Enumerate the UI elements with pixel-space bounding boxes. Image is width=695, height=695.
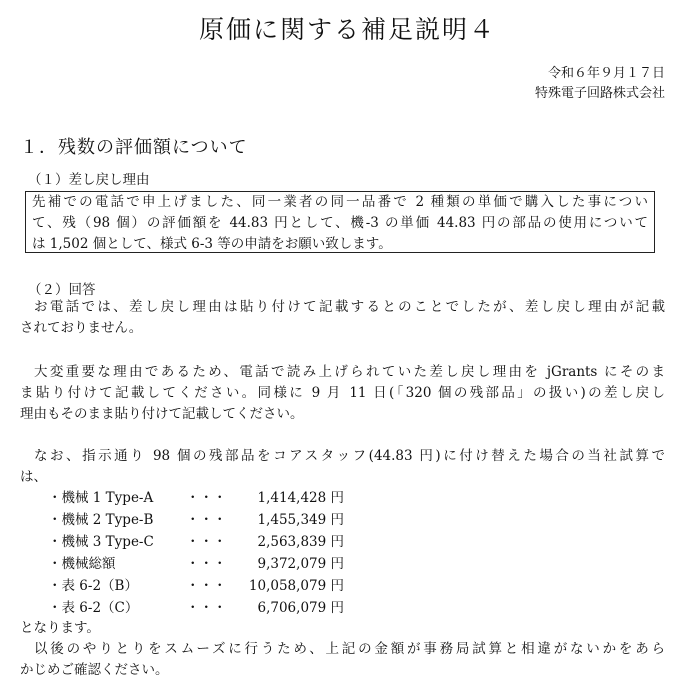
answer-paragraph-4 <box>20 639 665 681</box>
subheading-answer: （２）回答 <box>28 282 96 298</box>
document-date: 令和６年９月１７日 <box>547 66 665 81</box>
reason-line: て、残（98 個）の評価額を 44.83 円として、機-3 の単価 44.83 円の部品の使用について <box>32 215 648 231</box>
estimate-amount: 10,058,079 円 <box>248 578 344 594</box>
estimate-dots: ・・・ <box>186 578 227 594</box>
estimate-amount: 2,563,839 円 <box>257 534 344 550</box>
estimate-item <box>48 509 344 531</box>
estimate-amount: 6,706,079 円 <box>257 600 344 616</box>
estimate-label: ・機械 2 Type-B <box>48 512 154 528</box>
closing-text <box>20 618 665 639</box>
estimate-label: ・機械総額 <box>48 556 116 572</box>
estimate-item <box>48 487 344 509</box>
estimate-list <box>48 487 344 619</box>
estimate-dots: ・・・ <box>186 512 227 528</box>
estimate-dots: ・・・ <box>186 490 227 506</box>
answer-paragraph-3 <box>20 446 665 488</box>
estimate-item <box>48 531 344 553</box>
estimate-dots: ・・・ <box>186 534 227 550</box>
estimate-dots: ・・・ <box>186 600 227 616</box>
paragraph-line: は、 <box>20 469 47 485</box>
answer-paragraph-1 <box>20 297 665 339</box>
document-title: 原価に関する補足説明４ <box>198 15 496 44</box>
paragraph-line: となります。 <box>20 620 100 636</box>
reason-line: は 1,502 個として、様式 6-3 等の申請をお願い致します。 <box>32 236 392 252</box>
section-heading: １．残数の評価額について <box>20 137 248 158</box>
paragraph-line: 理由もそのまま貼り付けて記載してください。 <box>20 406 304 422</box>
estimate-amount: 1,414,428 円 <box>257 490 344 506</box>
company-name: 特殊電子回路株式会社 <box>534 86 665 101</box>
estimate-item <box>48 597 344 619</box>
estimate-amount: 9,372,079 円 <box>257 556 344 572</box>
paragraph-line: 以後のやりとりをスムーズに行うため、上記の金額が事務局試算と相違がないかをあら <box>34 641 665 657</box>
estimate-item <box>48 575 344 597</box>
estimate-dots: ・・・ <box>186 556 227 572</box>
subheading-reason: （１）差し戻し理由 <box>28 172 150 188</box>
estimate-label: ・表 6-2（C） <box>48 600 139 616</box>
answer-paragraph-2 <box>20 362 665 425</box>
estimate-item <box>48 553 344 575</box>
paragraph-line: ま貼り付けて記載してください。同様に 9 月 11 日(「320 個の残部品」の扱い)の差し戻し <box>20 385 665 401</box>
estimate-label: ・機械 1 Type-A <box>48 490 154 506</box>
estimate-amount: 1,455,349 円 <box>257 512 344 528</box>
reason-line: 先補での電話で申上げました、同一業者の同一品番で 2 種類の単価で購入した事につい <box>32 194 648 210</box>
estimate-label: ・表 6-2（B） <box>48 578 138 594</box>
paragraph-line: かじめご確認ください。 <box>20 662 169 678</box>
document-meta <box>535 64 665 104</box>
paragraph-line: なお、指示通り 98 個の残部品をコアスタッフ(44.83 円)に付け替えた場合の当社試算で <box>34 448 665 464</box>
paragraph-line: お電話では、差し戻し理由は貼り付けて記載するとのことでしたが、差し戻し理由が記載 <box>34 299 665 315</box>
paragraph-line: 大変重要な理由であるため、電話で読み上げられていた差し戻し理由を jGrants にそのま <box>34 364 665 380</box>
paragraph-line: されておりません。 <box>20 320 143 336</box>
reason-box <box>25 191 655 253</box>
estimate-label: ・機械 3 Type-C <box>48 534 154 550</box>
